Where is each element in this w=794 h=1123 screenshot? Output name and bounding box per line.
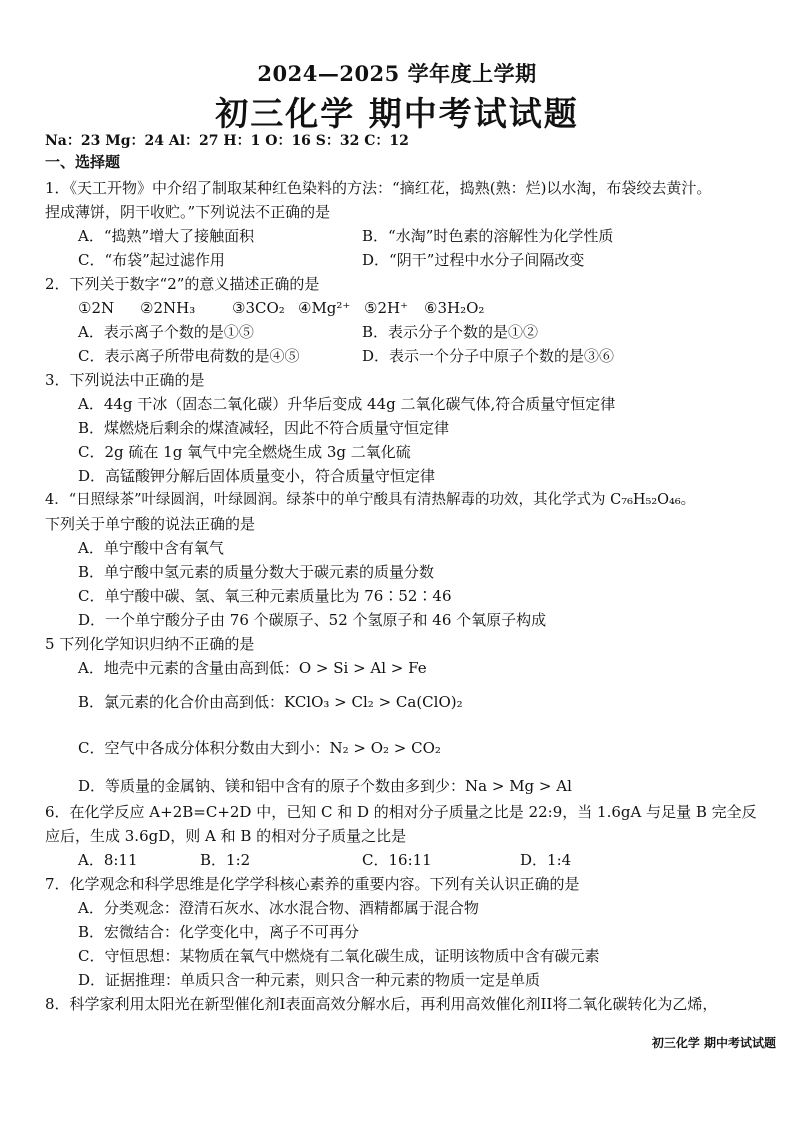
q1-option-d: D．“阴干”过程中水分子间隔改变 bbox=[362, 251, 585, 269]
q3-stem: 3．下列说法中正确的是 bbox=[45, 371, 205, 389]
q4-stem-line1: 4．“日照绿茶”叶绿圆润，叶绿圆润。绿茶中的单宁酸具有清热解毒的功效，其化学式为 C₇₆H₅₂O₄₆。 bbox=[45, 492, 696, 508]
section-heading: 一、选择题 bbox=[45, 153, 121, 171]
q7-option-c: C．守恒思想：某物质在氧气中燃烧有二氧化碳生成，证明该物质中含有碳元素 bbox=[78, 947, 600, 965]
q3-option-d: D．高锰酸钾分解后固体质量变小，符合质量守恒定律 bbox=[78, 467, 436, 485]
q5-option-c: C．空气中各成分体积分数由大到小：N₂ > O₂ > CO₂ bbox=[78, 739, 441, 757]
q2-option-c: C．表示离子所带电荷数的是④⑤ bbox=[78, 347, 300, 365]
q7-stem: 7．化学观念和科学思维是化学学科核心素养的重要内容。下列有关认识正确的是 bbox=[45, 875, 580, 893]
q7-option-d: D．证据推理：单质只含一种元素，则只含一种元素的物质一定是单质 bbox=[78, 971, 541, 989]
q2-formula-6: ⑥3H₂O₂ bbox=[424, 299, 485, 317]
q6-option-b: B．1:2 bbox=[200, 851, 251, 869]
q3-option-c: C．2g 硫在 1g 氧气中完全燃烧生成 3g 二氧化硫 bbox=[78, 443, 411, 461]
page-footer: 初三化学 期中考试试题 bbox=[651, 1036, 776, 1050]
q2-formula-5: ⑤2H⁺ bbox=[364, 299, 408, 317]
q1-stem-line1: 1．《天工开物》中介绍了制取某种红色染料的方法：“摘红花，捣熟(熟：烂)以水淘，布袋绞去黄汁。 bbox=[45, 179, 712, 197]
q2-stem: 2．下列关于数字“2”的意义描述正确的是 bbox=[45, 275, 320, 293]
q4-option-a: A．单宁酸中含有氧气 bbox=[78, 539, 224, 557]
q6-stem-line2: 应后，生成 3.6gD，则 A 和 B 的相对分子质量之比是 bbox=[45, 827, 407, 845]
q5-option-b: B．氯元素的化合价由高到低：KClO₃ > Cl₂ > Ca(ClO)₂ bbox=[78, 693, 463, 711]
q3-option-a: A．44g 干冰（固态二氧化碳）升华后变成 44g 二氧化碳气体,符合质量守恒定律 bbox=[78, 395, 616, 413]
q4-option-c: C．单宁酸中碳、氢、氧三种元素质量比为 76∶52∶46 bbox=[78, 587, 452, 605]
q1-option-a: A．“捣熟”增大了接触面积 bbox=[78, 227, 255, 245]
exam-year: 2024—2025 学年度上学期 bbox=[257, 61, 537, 86]
q2-formula-1: ①2N bbox=[78, 299, 115, 317]
q2-option-b: B．表示分子个数的是①② bbox=[362, 323, 539, 341]
q4-option-d: D．一个单宁酸分子由 76 个碳原子、52 个氢原子和 46 个氧原子构成 bbox=[78, 611, 547, 629]
q5-option-d: D．等质量的金属钠、镁和铝中含有的原子个数由多到少：Na > Mg > Al bbox=[78, 777, 572, 795]
q6-option-c: C．16:11 bbox=[362, 851, 432, 869]
q5-stem: 5 下列化学知识归纳不正确的是 bbox=[45, 635, 255, 653]
q4-stem-line2: 下列关于单宁酸的说法正确的是 bbox=[45, 515, 256, 533]
atomic-masses: Na：23 Mg：24 Al：27 H：1 O：16 S：32 C：12 bbox=[45, 133, 409, 149]
q1-option-b: B．“水淘”时色素的溶解性为化学性质 bbox=[362, 227, 614, 245]
exam-title: 初三化学 期中考试试题 bbox=[215, 94, 579, 133]
q2-option-d: D．表示一个分子中原子个数的是③⑥ bbox=[362, 347, 615, 365]
q1-stem-line2: 捏成薄饼，阴干收贮。”下列说法不正确的是 bbox=[45, 203, 331, 221]
q8-stem-line1: 8．科学家利用太阳光在新型催化剂I表面高效分解水后，再利用高效催化剂II将二氧化碳转化为乙烯， bbox=[45, 995, 718, 1013]
q2-formula-2: ②2NH₃ bbox=[140, 299, 196, 317]
q2-formula-4: ④Mg²⁺ bbox=[298, 299, 351, 317]
q6-stem-line1: 6．在化学反应 A+2B=C+2D 中，已知 C 和 D 的相对分子质量之比是 22:9，当 1.6gA 与足量 B 完全反 bbox=[45, 803, 757, 821]
q7-option-b: B．宏微结合：化学变化中，离子不可再分 bbox=[78, 923, 360, 941]
q2-formula-3: ③3CO₂ bbox=[232, 299, 285, 317]
q2-option-a: A．表示离子个数的是①⑤ bbox=[78, 323, 254, 341]
q3-option-b: B．煤燃烧后剩余的煤渣减轻，因此不符合质量守恒定律 bbox=[78, 419, 450, 437]
q1-option-c: C．“布袋”起过滤作用 bbox=[78, 251, 225, 269]
q5-option-a: A．地壳中元素的含量由高到低：O > Si > Al > Fe bbox=[78, 659, 427, 677]
q6-option-d: D．1:4 bbox=[520, 851, 572, 869]
q4-option-b: B．单宁酸中氢元素的质量分数大于碳元素的质量分数 bbox=[78, 563, 435, 581]
q7-option-a: A．分类观念：澄清石灰水、冰水混合物、酒精都属于混合物 bbox=[78, 899, 479, 917]
q6-option-a: A．8:11 bbox=[78, 851, 138, 869]
